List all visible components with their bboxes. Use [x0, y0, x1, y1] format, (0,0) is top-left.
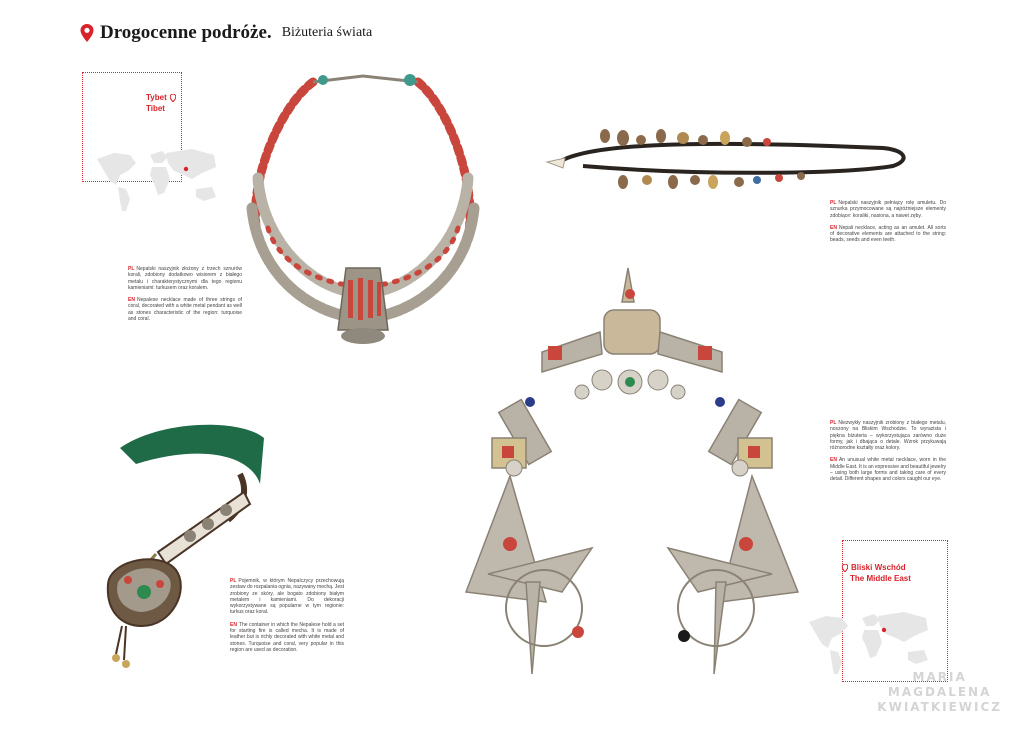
caption-en [830, 225, 946, 244]
caption-text: An unusual white metal necklace, worn in the Middle East. It is an expressive and beautiful jewelry – using both large forms and taking care of every detail. Different shapes and colors caught our eye. [830, 457, 946, 483]
location-pin-icon [80, 24, 94, 42]
region-label-en: Tibet [146, 104, 165, 113]
lang-tag: PL [128, 266, 135, 272]
caption-text: Nepali necklace, acting as an amulet. All sorts of decorative elements are attached to the string: beads, seeds and even teeth. [830, 224, 946, 244]
middle-east-region-label [842, 562, 911, 584]
caption-coral-necklace [128, 266, 242, 328]
watermark-line: KWIATKIEWICZ [877, 700, 1002, 714]
caption-text: Nepalski naszyjnik pełniący rolę amuletu. Do sznurka przymocowane są najróżniejsze elementy zdobiące: koraliki, nasiona, a nawet zęby. [830, 200, 946, 219]
caption-text: The container in which the Nepalese hold a set for starting fire is called mecha. It is made of leather but is richly decorated with white metal and stones. Turquoise and coral, very popular in this region are used as decoration. [230, 621, 344, 653]
caption-amulet-necklace [830, 200, 946, 250]
location-pin-icon [842, 564, 848, 572]
lang-tag: PL [230, 578, 237, 584]
watermark-line: MARIA [912, 670, 967, 684]
lang-tag: EN [128, 297, 135, 304]
world-map-icon [804, 608, 934, 678]
page-subtitle: Biżuteria świata [281, 25, 373, 40]
page-title: Drogocenne podróże. [100, 22, 272, 43]
caption-text: Nepalski naszyjnik złożony z trzech sznurów korali, zdobiony dodatkowo wisiorem z białego metalu i charakterystycznymi dla tego regionu kamieniami: turkusem oraz koralem. [128, 266, 242, 291]
caption-en [830, 457, 946, 482]
lang-tag: PL [830, 200, 837, 206]
watermark [877, 670, 1002, 715]
watermark-line: MAGDALENA [887, 685, 992, 699]
caption-en [230, 622, 344, 653]
caption-fire-container [230, 578, 344, 659]
caption-pl [830, 200, 946, 219]
caption-en [128, 297, 242, 322]
region-label-en: The Middle East [850, 574, 911, 583]
amulet-necklace-image [543, 120, 918, 198]
lang-tag: EN [230, 621, 237, 628]
region-label-pl: Tybet [146, 93, 167, 102]
world-map-icon [92, 145, 222, 215]
caption-text: Niezwykły naszyjnik zrobiony z białego metalu, noszony na Bliskim Wschodzie. To wyrazista i piękna biżuteria – wykorzystująca zarówno duże formy, jak i dbająca o detale. Wzrok przykuwają różnorodne kształty oraz kolory. [830, 420, 946, 452]
lang-tag: EN [830, 224, 837, 231]
caption-text: Nepalese necklace made of three strings of coral, decorated with a white metal pendant as well as stones characteristic of the region: turquoise and coral. [128, 297, 242, 323]
caption-pl [830, 420, 946, 451]
lang-tag: PL [830, 420, 837, 426]
caption-pl [230, 578, 344, 616]
coral-necklace-image [238, 68, 488, 356]
region-label-pl: Bliski Wschód [851, 563, 906, 572]
caption-middle-east-necklace [830, 420, 946, 489]
middle-east-necklace-image [452, 262, 807, 682]
location-pin-icon [170, 94, 176, 102]
caption-pl [128, 266, 242, 291]
caption-text: Pojemnik, w którym Nepalczycy przechowują zestaw do rozpalania ognia, nazywany mechą. Jest zrobiony ze skóry, ale bogato zdobiony białym metalem i kamieniami. Do dekoracji wykorzystywane są popularne w tym regionie: turkus oraz koral. [230, 578, 344, 616]
page-header [80, 22, 372, 44]
lang-tag: EN [830, 457, 837, 464]
tibet-region-label [146, 92, 176, 114]
